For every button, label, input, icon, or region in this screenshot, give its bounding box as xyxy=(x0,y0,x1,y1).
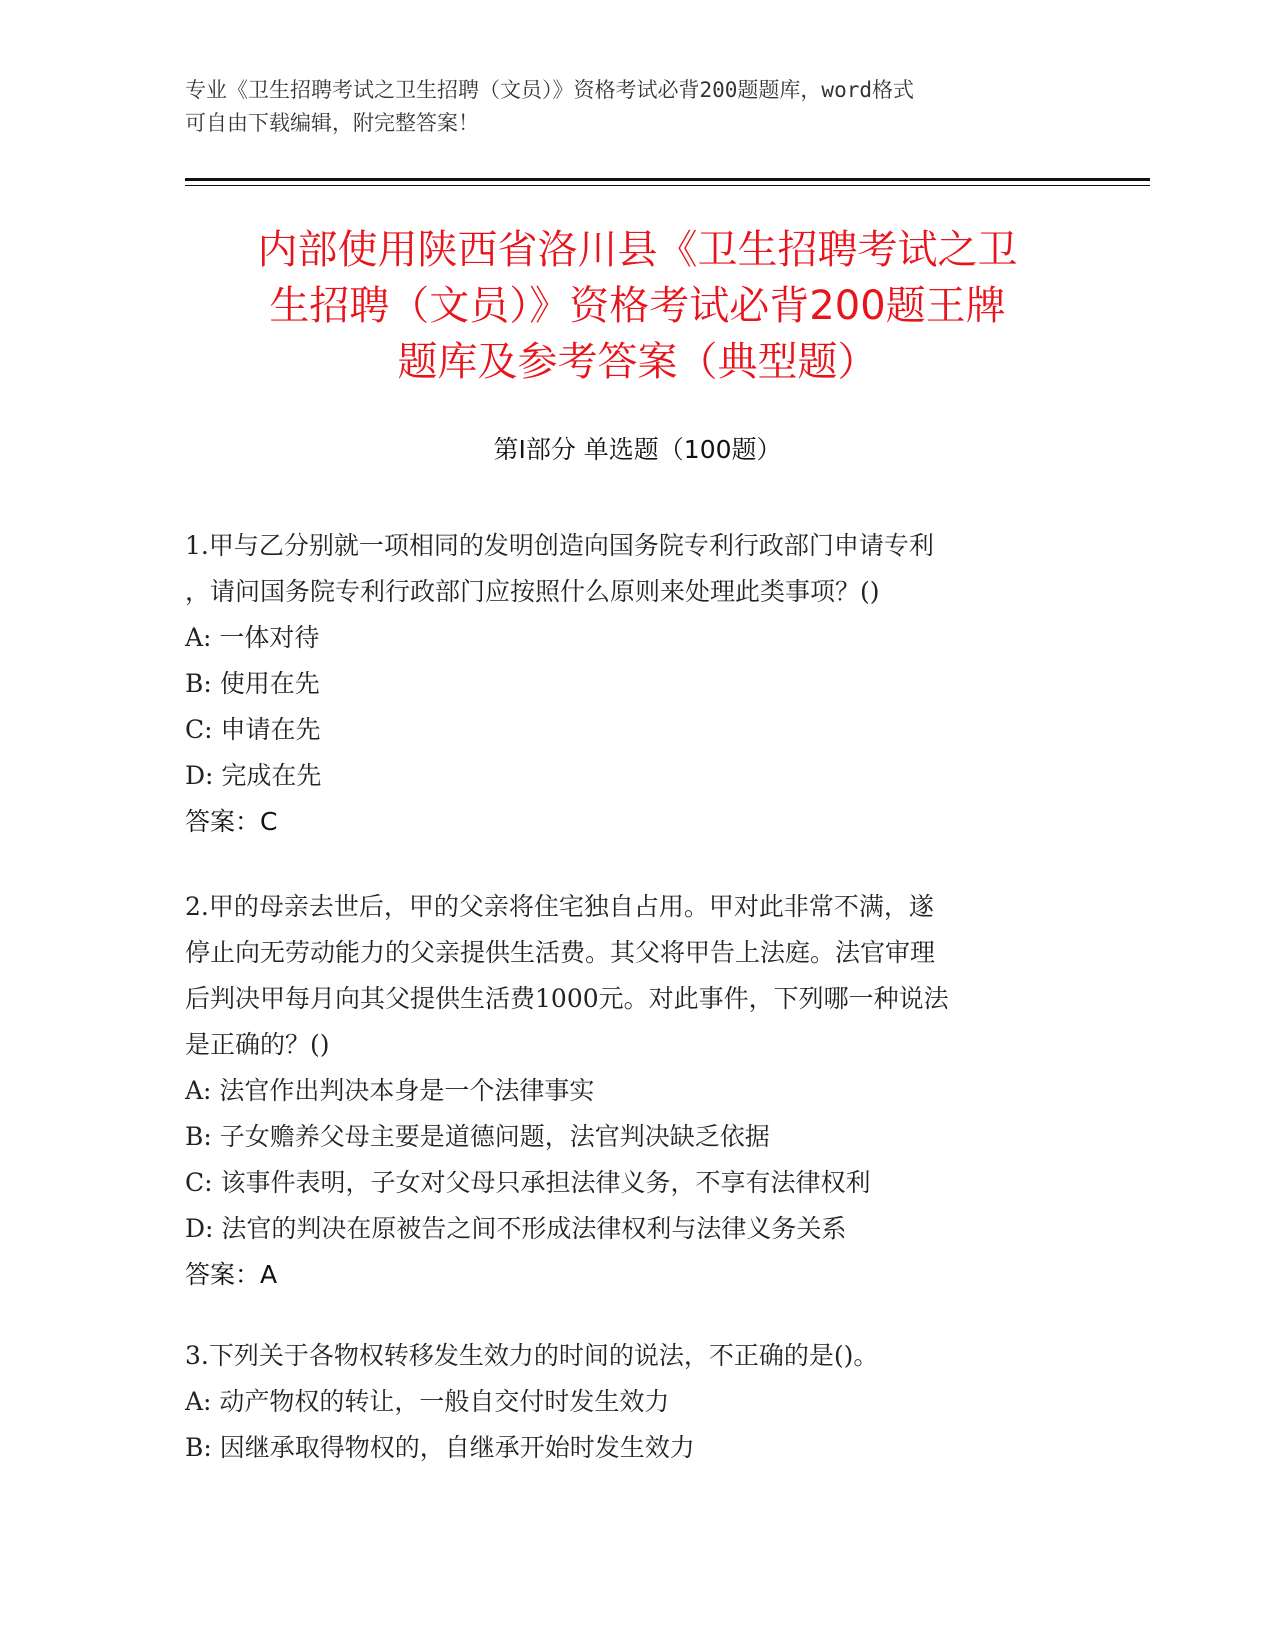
header-divider-thin xyxy=(185,185,1150,186)
option-c: C: 该事件表明，子女对父母只承担法律义务，不享有法律权利 xyxy=(185,1168,871,1197)
answer-line: 答案：C xyxy=(185,807,278,836)
document-title-line: 内部使用陕西省洛川县《卫生招聘考试之卫 xyxy=(257,227,1018,273)
question-block xyxy=(185,1333,1085,1471)
answer-line: 答案：A xyxy=(185,1260,278,1289)
question-stem: 是正确的？() xyxy=(185,1030,330,1059)
option-d: D: 完成在先 xyxy=(185,761,322,790)
question-block xyxy=(185,523,1085,845)
question-stem: 3.下列关于各物权转移发生效力的时间的说法，不正确的是()。 xyxy=(185,1341,879,1370)
document-title xyxy=(150,222,1125,390)
header-divider-thick xyxy=(185,178,1150,181)
option-b: B: 使用在先 xyxy=(185,669,320,698)
header-note xyxy=(185,74,1065,140)
section-heading: 第Ⅰ部分 单选题（100题） xyxy=(493,435,782,464)
option-b: B: 因继承取得物权的，自继承开始时发生效力 xyxy=(185,1433,695,1462)
question-stem: 1.甲与乙分别就一项相同的发明创造向国务院专利行政部门申请专利 xyxy=(185,531,934,560)
question-stem: ，请问国务院专利行政部门应按照什么原则来处理此类事项？() xyxy=(185,577,880,606)
option-c: C: 申请在先 xyxy=(185,715,321,744)
option-b: B: 子女赡养父母主要是道德问题，法官判决缺乏依据 xyxy=(185,1122,770,1151)
option-d: D: 法官的判决在原被告之间不形成法律权利与法律义务关系 xyxy=(185,1214,847,1243)
header-note-line: 专业《卫生招聘考试之卫生招聘（文员）》资格考试必背200题题库，word格式 xyxy=(185,78,914,102)
document-title-line: 生招聘（文员）》资格考试必背200题王牌 xyxy=(269,283,1006,329)
header-note-line: 可自由下载编辑，附完整答案！ xyxy=(185,111,479,135)
question-block xyxy=(185,884,1085,1298)
question-stem: 后判决甲每月向其父提供生活费1000元。对此事件，下列哪一种说法 xyxy=(185,984,949,1013)
option-a: A: 法官作出判决本身是一个法律事实 xyxy=(185,1076,595,1105)
document-title-line: 题库及参考答案（典型题） xyxy=(397,339,878,385)
option-a: A: 动产物权的转让，一般自交付时发生效力 xyxy=(185,1387,670,1416)
option-a: A: 一体对待 xyxy=(185,623,320,652)
question-stem: 2.甲的母亲去世后，甲的父亲将住宅独自占用。甲对此非常不满，遂 xyxy=(185,892,934,921)
question-stem: 停止向无劳动能力的父亲提供生活费。其父将甲告上法庭。法官审理 xyxy=(185,938,936,967)
